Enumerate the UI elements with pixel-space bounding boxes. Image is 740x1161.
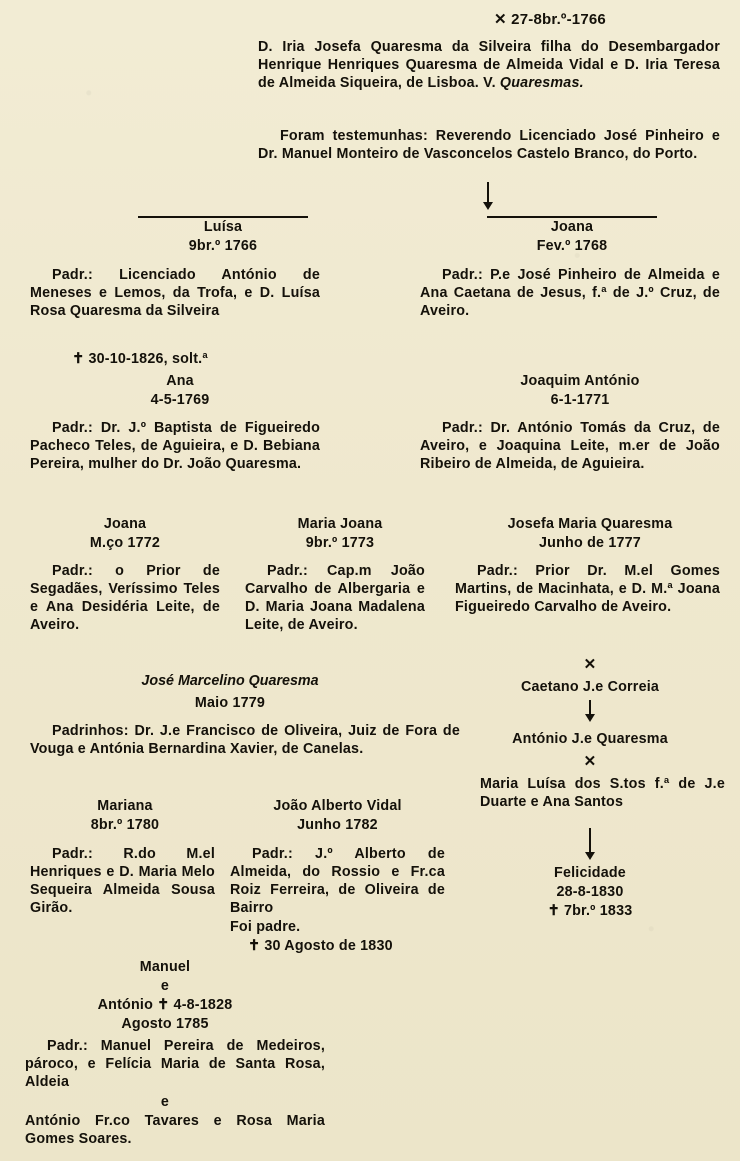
child-name-joana-2: Joana bbox=[103, 516, 147, 532]
child-godparents-joana-2: Padr.: o Prior de Segadães, Veríssimo Teles e Ana Desidéria Leite, de Aveiro. bbox=[30, 563, 220, 634]
right-child-death: ✝ 7br.º 1833 bbox=[547, 903, 633, 919]
child-name-mariana: Mariana bbox=[97, 798, 153, 814]
child-name-antonio: António ✝ 4-8-1828 bbox=[97, 997, 233, 1013]
child-note-joao-alberto: Foi padre. bbox=[230, 919, 301, 935]
child-date-mariana: 8br.º 1780 bbox=[90, 817, 160, 833]
marriage-cross-icon: ✕ bbox=[494, 11, 507, 28]
godparents-separator: e bbox=[160, 1094, 170, 1110]
right-descendant: António J.e Quaresma bbox=[512, 731, 668, 747]
child-death-joao-alberto: ✝ 30 Agosto de 1830 bbox=[248, 938, 393, 954]
witnesses-paragraph: Foram testemunhas: Reverendo Licenciado José Pinheiro e Dr. Manuel Monteiro de Vasconcelos Castelo Branco, do Porto. bbox=[258, 128, 720, 163]
descent-arrow-icon bbox=[483, 202, 493, 210]
right-child-birth: 28-8-1830 bbox=[556, 884, 624, 900]
child-name-ana: Ana bbox=[166, 373, 194, 389]
right-marriage-cross-1-icon: ✕ bbox=[583, 656, 597, 673]
child-name-maria-joana: Maria Joana bbox=[297, 516, 383, 532]
child-date-maria-joana: 9br.º 1773 bbox=[305, 535, 375, 551]
child-date-joana-2: M.ço 1772 bbox=[89, 535, 161, 551]
child-godparents-jose-marcelino: Padrinhos: Dr. J.e Francisco de Oliveira, Juiz de Fora de Vouga e Antónia Bernardina Xavier, de Canelas. bbox=[30, 723, 460, 758]
right-spouse-1: Caetano J.e Correia bbox=[520, 679, 660, 695]
child-death-luisa: ✝ 30-10-1826, solt.ª bbox=[72, 351, 208, 367]
child-name-joaquim: Joaquim António bbox=[520, 373, 640, 389]
child-date-manuel-antonio: Agosto 1785 bbox=[121, 1016, 209, 1032]
child-date-ana: 4-5-1769 bbox=[150, 392, 210, 408]
child-date-josefa: Junho de 1777 bbox=[539, 535, 641, 551]
child-date-luisa: 9br.º 1766 bbox=[188, 238, 258, 254]
child-name-luisa: Luísa bbox=[203, 219, 243, 235]
child-name-jose-marcelino: José Marcelino Quaresma bbox=[141, 673, 319, 689]
child-godparents-josefa: Padr.: Prior Dr. M.el Gomes Martins, de Macinhata, e D. M.ª Joana Figueiredo Carvalho de Aveiro. bbox=[455, 563, 720, 616]
child-name-joana-1: Joana bbox=[550, 219, 594, 235]
child-date-joao-alberto: Junho 1782 bbox=[297, 817, 378, 833]
spouse-paragraph-text: D. Iria Josefa Quaresma da Silveira filha do Desembargador Henrique Henriques Quaresma de Almeida Vidal e D. Iria Teresa de Almeida Siqueira, de Lisboa. V. bbox=[258, 39, 720, 92]
child-godparents-manuel-antonio: Padr.: Manuel Pereira de Medeiros, pároco, e Felícia Maria de Santa Rosa, Aldeia bbox=[25, 1038, 325, 1091]
child-name-conjunction: e bbox=[160, 978, 170, 994]
child-godparents-joao-alberto: Padr.: J.º Alberto de Almeida, do Rossio e Fr.ca Roiz Ferreira, de Oliveira de Bairro bbox=[230, 846, 445, 917]
right-descent-arrow-1-icon bbox=[585, 714, 595, 722]
child-godparents-manuel-antonio-2: António Fr.co Tavares e Rosa Maria Gomes Soares. bbox=[25, 1113, 325, 1148]
right-marriage-cross-2-icon: ✕ bbox=[583, 753, 597, 770]
child-date-joaquim: 6-1-1771 bbox=[550, 392, 610, 408]
child-godparents-mariana: Padr.: R.do M.el Henriques e D. Maria Melo Sequeira Almeida Sousa Girão. bbox=[30, 846, 215, 917]
child-godparents-maria-joana: Padr.: Cap.m João Carvalho de Albergaria e D. Maria Joana Madalena Leite, de Aveiro. bbox=[245, 563, 425, 634]
child-name-manuel: Manuel bbox=[139, 959, 191, 975]
child-godparents-luisa: Padr.: Licenciado António de Meneses e Lemos, da Trofa, e D. Luísa Rosa Quaresma da Silveira bbox=[30, 267, 320, 320]
child-date-joana-1: Fev.º 1768 bbox=[536, 238, 608, 254]
marriage-date: 27-8br.º-1766 bbox=[511, 11, 606, 28]
right-descent-arrow-2-icon bbox=[585, 852, 595, 860]
right-spouse-2: Maria Luísa dos S.tos f.ª de J.e Duarte e Ana Santos bbox=[480, 776, 725, 811]
child-date-jose-marcelino: Maio 1779 bbox=[194, 695, 266, 711]
child-godparents-joana-1: Padr.: P.e José Pinheiro de Almeida e Ana Caetana de Jesus, f.ª de J.º Cruz, de Aveiro. bbox=[420, 267, 720, 320]
child-godparents-ana: Padr.: Dr. J.º Baptista de Figueiredo Pacheco Teles, de Aguieira, e D. Bebiana Pereira, mulher do Dr. João Quaresma. bbox=[30, 420, 320, 473]
child-name-josefa: Josefa Maria Quaresma bbox=[507, 516, 673, 532]
child-name-joao-alberto: João Alberto Vidal bbox=[273, 798, 402, 814]
right-child-name: Felicidade bbox=[554, 865, 626, 881]
spouse-reference: Quaresmas. bbox=[499, 75, 584, 92]
marriage-header bbox=[430, 10, 670, 29]
spouse-paragraph bbox=[258, 38, 720, 92]
child-godparents-joaquim: Padr.: Dr. António Tomás da Cruz, de Aveiro, e Joaquina Leite, m.er de João Ribeiro de Almeida, de Aguieira. bbox=[420, 420, 720, 473]
